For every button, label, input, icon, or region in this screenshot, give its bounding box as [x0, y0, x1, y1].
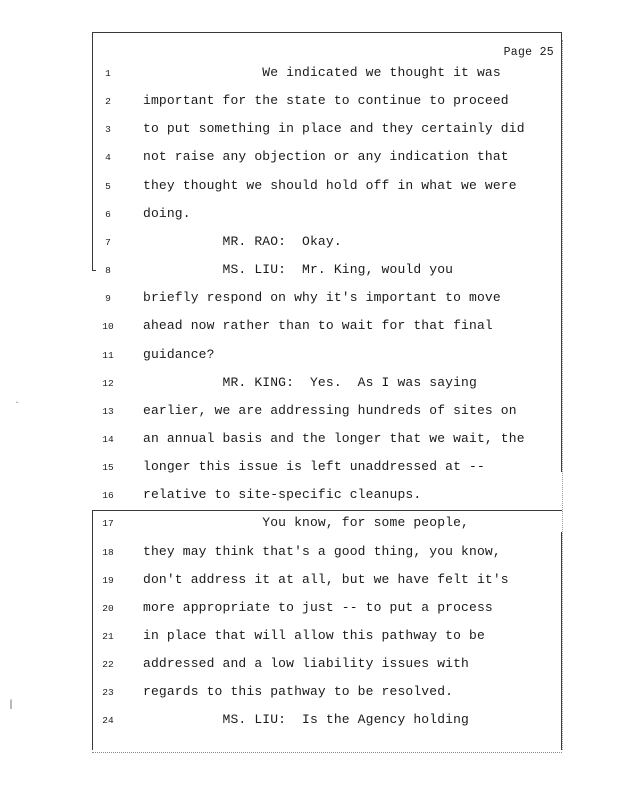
transcript-line — [0, 458, 618, 478]
transcript-line — [0, 683, 618, 703]
line-text: regards to this pathway to be resolved. — [143, 684, 454, 700]
line-text: guidance? — [143, 346, 215, 362]
line-text: addressed and a low liability issues with — [143, 656, 470, 672]
transcript-line — [0, 177, 618, 197]
line-text: important for the state to continue to proceed — [143, 93, 509, 109]
line-text: to put something in place and they certainly did — [143, 121, 525, 137]
line-text: not raise any objection or any indication that — [143, 149, 509, 165]
line-number: 20 — [102, 602, 114, 614]
line-number: 8 — [105, 265, 111, 277]
transcript-line — [0, 402, 618, 422]
transcript-line — [0, 148, 618, 168]
line-text: doing. — [143, 205, 191, 221]
transcript-line — [0, 233, 618, 253]
line-text: don't address it at all, but we have felt it's — [143, 571, 509, 587]
transcript-line — [0, 261, 618, 281]
transcript-line — [0, 317, 618, 337]
line-number: 4 — [105, 152, 111, 164]
line-number: 22 — [102, 659, 114, 671]
line-number: 10 — [102, 321, 114, 333]
line-number: 18 — [102, 546, 114, 558]
transcript-line — [0, 289, 618, 309]
transcript-line — [0, 543, 618, 563]
frame-step-horizontal — [92, 510, 562, 511]
line-text: MS. LIU: Is the Agency holding — [143, 712, 470, 728]
line-number: 24 — [102, 715, 114, 727]
transcript-line — [0, 430, 618, 450]
line-number: 7 — [105, 236, 111, 248]
line-number: 15 — [102, 462, 114, 474]
line-number: 11 — [102, 349, 114, 361]
line-number: 6 — [105, 208, 111, 220]
transcript-line — [0, 120, 618, 140]
scan-speck: ` — [14, 402, 21, 413]
line-number: 3 — [105, 124, 111, 136]
line-number: 1 — [105, 68, 111, 79]
line-text: ahead now rather than to wait for that final — [143, 318, 493, 334]
line-text: they thought we should hold off in what we were — [143, 177, 517, 193]
transcript-line — [0, 374, 618, 394]
line-number: 23 — [102, 687, 114, 699]
transcript-line — [0, 711, 618, 731]
transcript-line — [0, 92, 618, 112]
line-number: 14 — [102, 433, 114, 445]
transcript-line — [0, 486, 618, 506]
line-text: We indicated we thought it was — [143, 65, 501, 80]
transcript-line — [0, 346, 618, 366]
line-number: 2 — [105, 96, 111, 108]
line-number: 19 — [102, 574, 114, 586]
line-text: MR. KING: Yes. As I was saying — [143, 374, 477, 390]
line-text: relative to site-specific cleanups. — [143, 487, 422, 503]
line-text: You know, for some people, — [143, 515, 470, 531]
transcript-line — [0, 514, 618, 534]
footer-dotted-line — [92, 752, 562, 753]
transcript-line — [0, 64, 618, 84]
transcript-line — [0, 599, 618, 619]
frame-top-edge — [92, 32, 562, 33]
transcript-line — [0, 627, 618, 647]
line-text: in place that will allow this pathway to be — [143, 628, 485, 643]
line-text: an annual basis and the longer that we wait, the — [143, 430, 525, 446]
line-text: earlier, we are addressing hundreds of sites on — [143, 402, 517, 418]
line-text: MS. LIU: Mr. King, would you — [143, 262, 454, 278]
line-number: 21 — [102, 631, 114, 642]
line-number: 16 — [102, 490, 114, 502]
line-number: 12 — [102, 377, 114, 389]
transcript-line — [0, 571, 618, 591]
line-number: 17 — [102, 518, 114, 530]
scan-speck: | — [8, 700, 15, 711]
transcript-line — [0, 205, 618, 225]
line-number: 5 — [105, 180, 111, 192]
line-text: they may think that's a good thing, you know, — [143, 543, 501, 559]
line-text: briefly respond on why it's important to move — [143, 290, 501, 306]
line-text: MR. RAO: Okay. — [143, 233, 342, 249]
transcript-line — [0, 655, 618, 675]
line-text: more appropriate to just -- to put a process — [143, 599, 493, 615]
line-number: 13 — [102, 405, 114, 417]
page-number: Page 25 — [503, 46, 554, 59]
line-number: 9 — [105, 293, 111, 305]
line-text: longer this issue is left unaddressed at -- — [143, 459, 485, 475]
